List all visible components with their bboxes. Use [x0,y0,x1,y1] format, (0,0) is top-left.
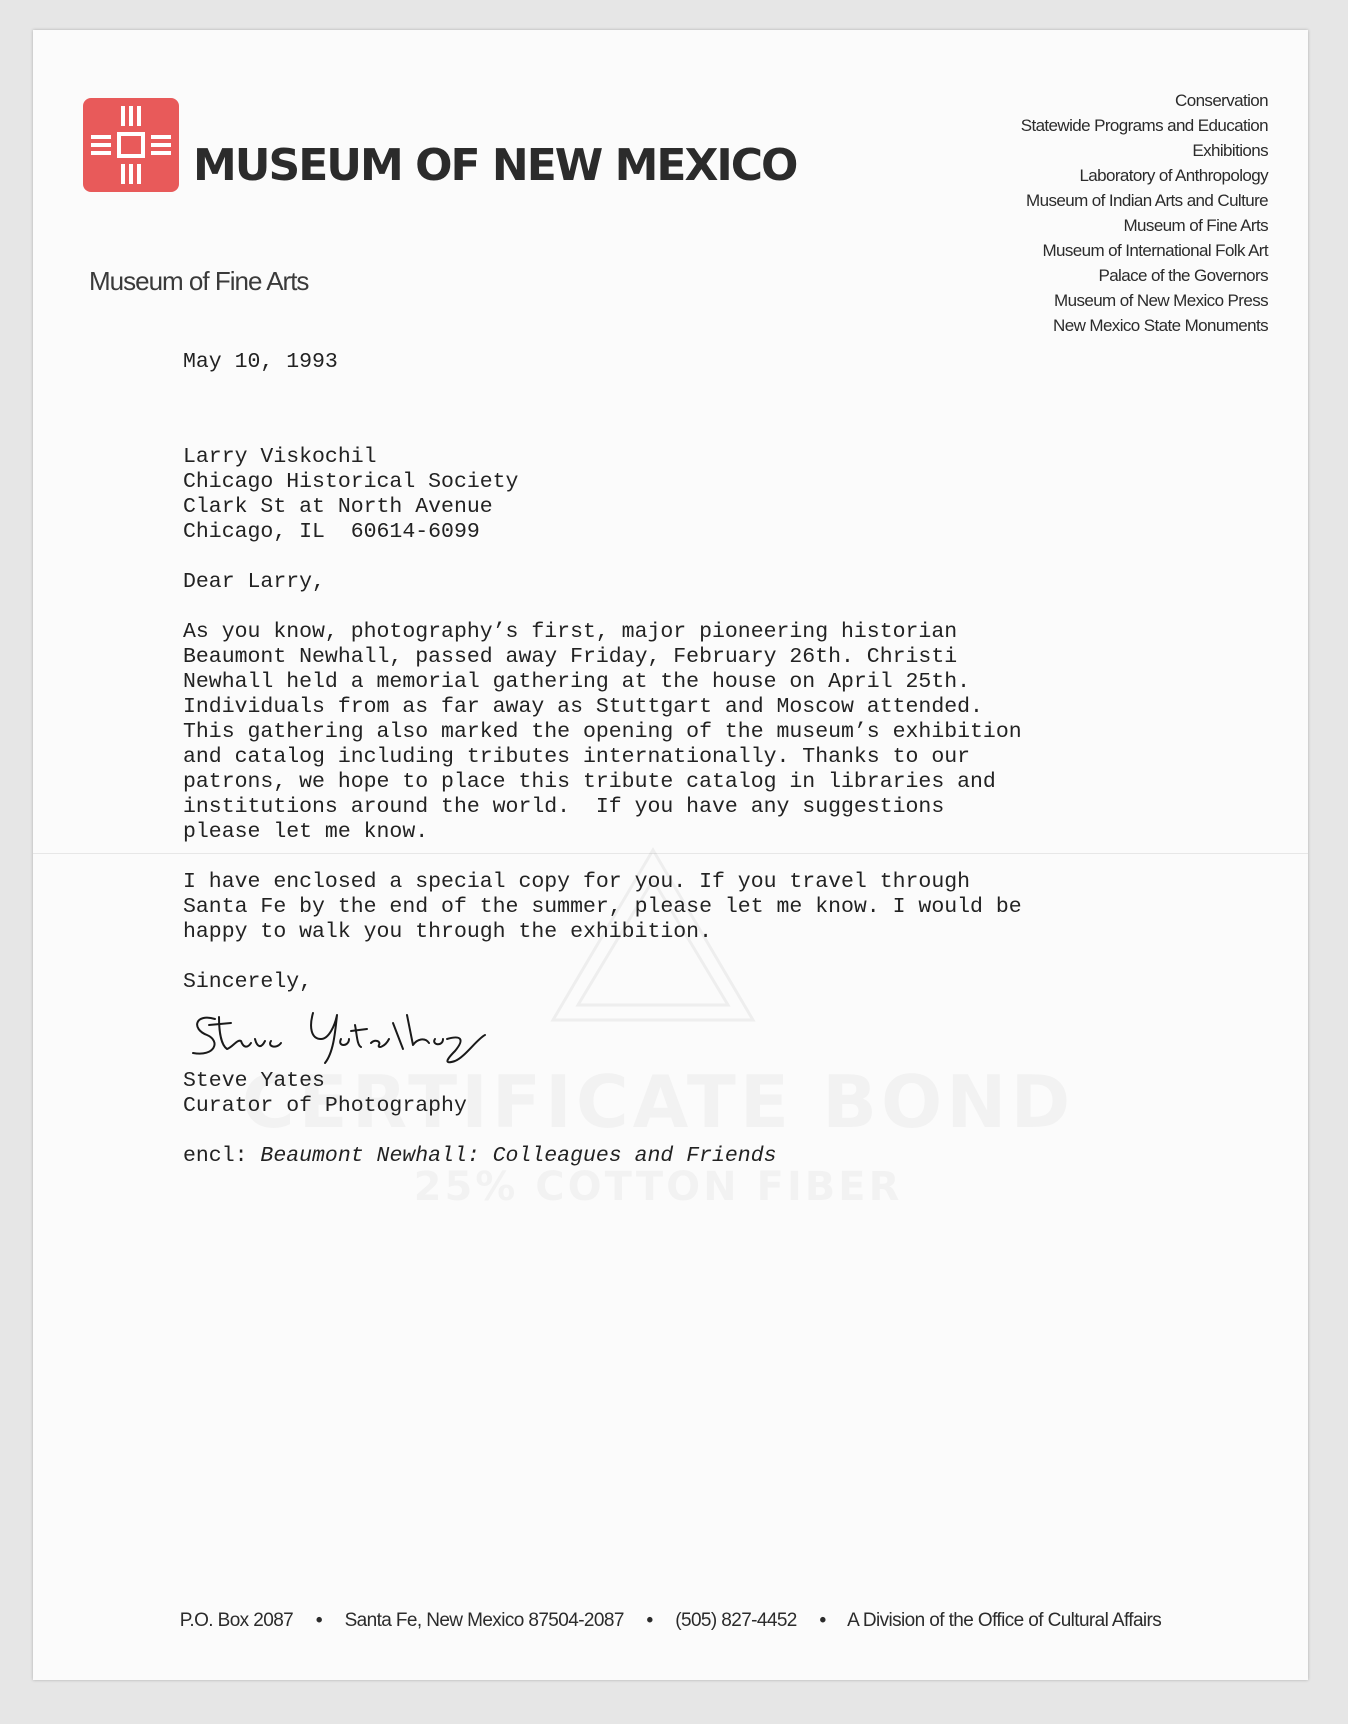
enclosure-title: Beaumont Newhall: Colleagues and Friends [260,1144,777,1168]
department-list [1021,88,1268,338]
department-item: Museum of International Folk Art [1042,241,1268,260]
footer-city: Santa Fe, New Mexico 87504-2087 [344,1610,624,1631]
paragraph-line: Beaumont Newhall, passed away Friday, February 26th. Christi [183,645,958,669]
department-item: Museum of Fine Arts [1123,216,1268,235]
paragraph-line: and catalog including tributes internationally. Thanks to our [183,745,971,769]
signer-title: Curator of Photography [183,1094,467,1118]
paragraph-1 [183,620,1233,845]
paragraph-line: I have enclosed a special copy for you. If you travel through [183,870,971,894]
paragraph-line: institutions around the world. If you have any suggestions [183,795,945,819]
department-item: Museum of New Mexico Press [1054,291,1268,310]
division-name: Museum of Fine Arts [89,266,309,296]
museum-name: MUSEUM OF NEW MEXICO [193,140,797,191]
department-item: Exhibitions [1192,141,1268,160]
footer-phone: (505) 827-4452 [675,1610,797,1631]
letterhead-footer [33,1610,1308,1632]
department-item: New Mexico State Monuments [1053,316,1268,335]
footer-separator: • [819,1610,826,1631]
recipient-address [183,445,1233,545]
paragraph-line: Santa Fe by the end of the summer, please let me know. I would be [183,895,1022,919]
paragraph-line: This gathering also marked the opening of the museum’s exhibition [183,720,1022,744]
department-item: Palace of the Governors [1098,266,1268,285]
paragraph-line: please let me know. [183,820,429,844]
closing: Sincerely, [183,970,313,994]
footer-separator: • [315,1610,322,1631]
department-item: Laboratory of Anthropology [1079,166,1268,185]
address-line: Chicago, IL 60614-6099 [183,520,480,544]
footer-po-box: P.O. Box 2087 [179,1610,294,1631]
address-line: Clark St at North Avenue [183,495,493,519]
department-item: Statewide Programs and Education [1020,116,1268,135]
department-item: Museum of Indian Arts and Culture [1026,191,1268,210]
enclosure-label: encl: [183,1144,261,1168]
paragraph-line: happy to walk you through the exhibition. [183,920,712,944]
paragraph-line: As you know, photography’s first, major pioneering historian [183,620,958,644]
letter-body [183,350,1233,1169]
paragraph-line: Newhall held a memorial gathering at the house on April 25th. [183,670,971,694]
address-line: Larry Viskochil [183,445,377,469]
footer-separator: • [646,1610,653,1631]
signer-name: Steve Yates [183,1069,325,1093]
enclosure-line [183,1144,1233,1169]
letter-date: May 10, 1993 [183,350,338,374]
salutation: Dear Larry, [183,570,325,594]
department-item: Conservation [1175,91,1268,110]
paragraph-line: Individuals from as far away as Stuttgart and Moscow attended. [183,695,983,719]
letter-sheet [33,30,1308,1680]
paragraph-line: patrons, we hope to place this tribute catalog in libraries and [183,770,996,794]
handwritten-signature [185,999,495,1069]
footer-division: A Division of the Office of Cultural Affairs [847,1610,1162,1631]
watermark-line2 [233,1164,1083,1210]
address-line: Chicago Historical Society [183,470,519,494]
paragraph-2 [183,870,1233,945]
zia-sun-logo-icon [83,98,179,192]
